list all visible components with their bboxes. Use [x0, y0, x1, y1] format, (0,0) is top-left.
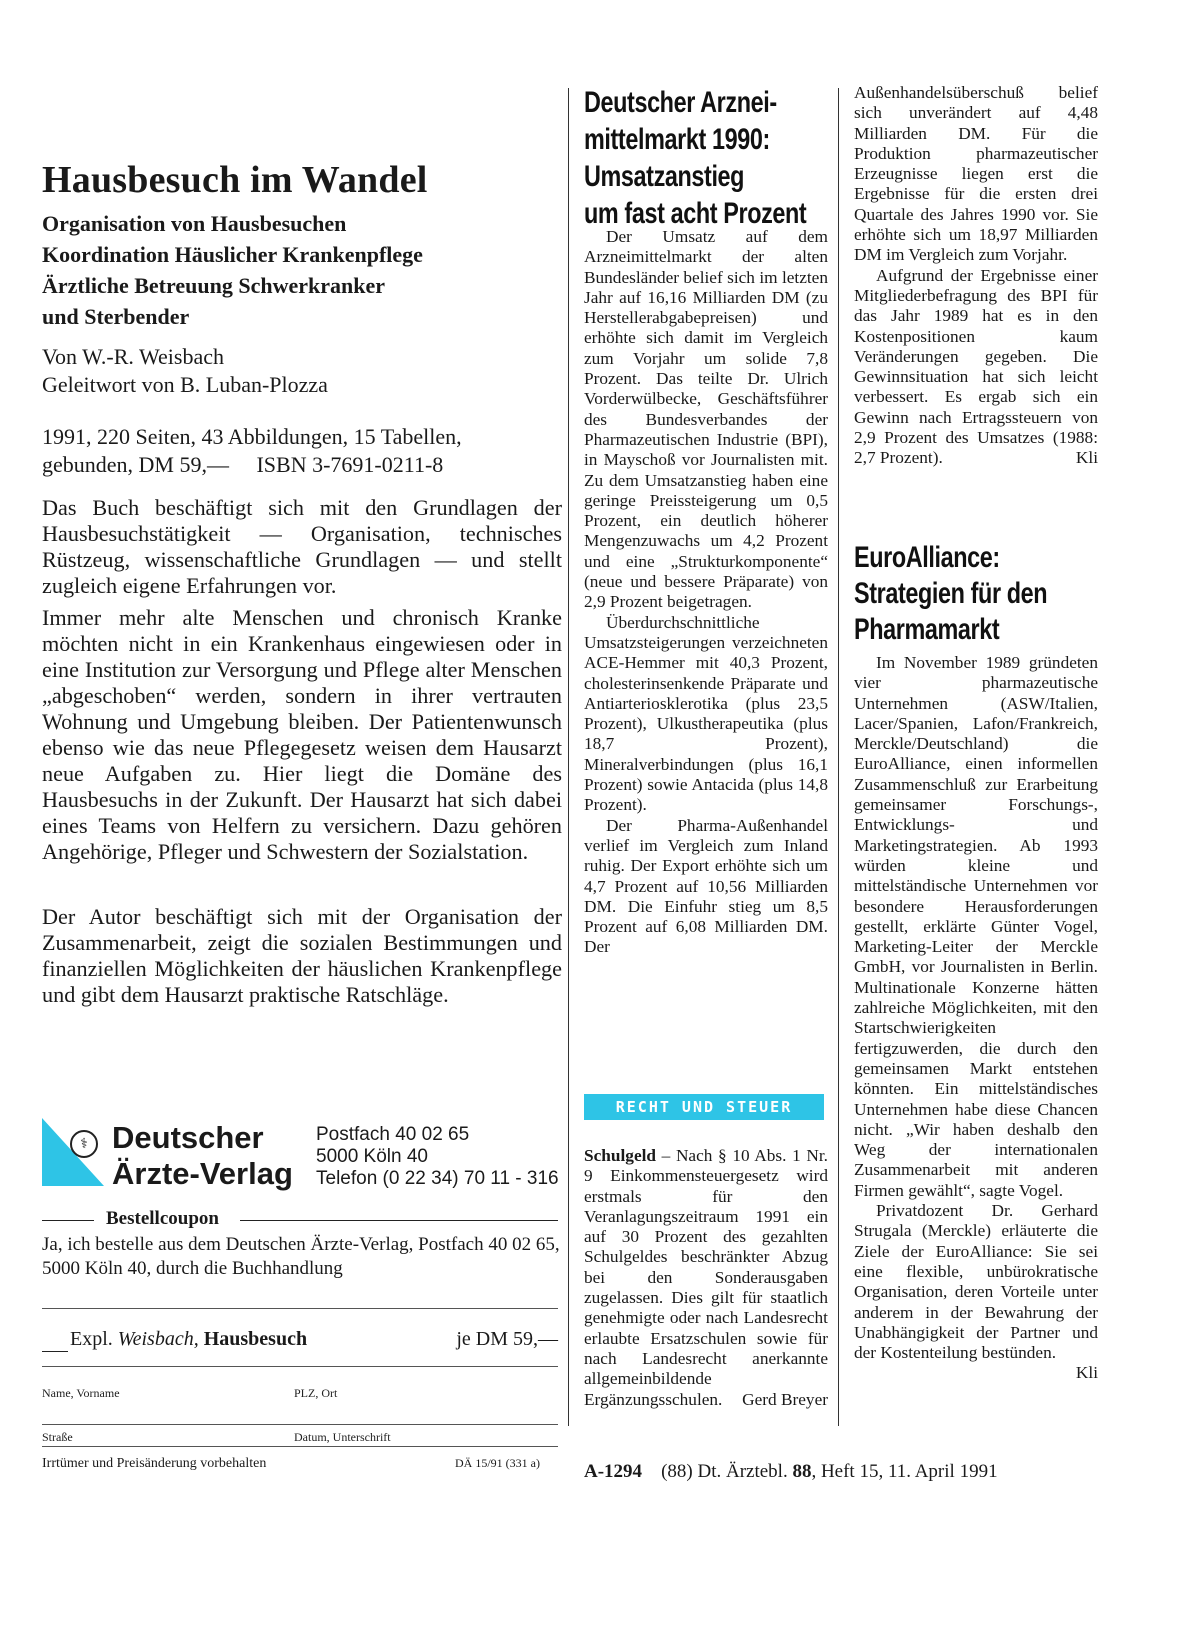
headline-line: Umsatzanstieg	[584, 160, 745, 193]
ad-subtitle: Organisation von Hausbesuchen	[42, 211, 347, 236]
article-lead: Schulgeld	[584, 1146, 657, 1165]
article-text: – Nach § 10 Abs. 1 Nr. 9 Einkommensteuergesetz wird erstmals für den Veranlagungszeitraum 1991 ein auf 30 Prozent des gezahlten Schulgeldes beschränkter Abzug bei den Sonderausgaben zugelassen. Dies gilt für staatlich genehmigte oder nach Landesrecht erlaubte Ersatzschulen sowie für nach Landesrecht anerkannte allgemeinbildende Ergänzungsschulen.	[584, 1146, 828, 1409]
issue-info: (88) Dt. Ärztebl.	[661, 1461, 788, 1482]
column-divider	[838, 88, 839, 1426]
address-line: Postfach 40 02 65	[316, 1124, 470, 1145]
coupon-footnote: Irrtümer und Preisänderung vorbehalten	[42, 1456, 267, 1471]
column-divider	[568, 88, 569, 1426]
volume-number: 88	[792, 1461, 812, 1482]
headline-line: EuroAlliance:	[854, 541, 1000, 574]
article-paragraph: Im November 1989 gründeten vier pharmazeutische Unternehmen (ASW/Italien, Lacer/Spanien, Lafon/Frankreich, Merckle/Deutschland) die EuroAlliance, einen informellen Zusammenschluß zur Erarbeitung gemeinsamer Forschungs-, Entwicklungs- und Marketingstrategien. Ab 1993 würden kleine und mittelständische Unternehmen vor besondere Herausforderungen gestellt, erklärte Günter Vogel, Marketing-Leiter der Merckle GmbH, vor Journalisten in Berlin. Multinationale Konzerne hätten zahlreiche Möglichkeiten, mit den Startschwierigkeiten fertigzuwerden, die durch den gemeinsamen Markt entstehen könnten. Ein mittelständisches Unternehmen habe diese Chancen nicht. „Wir haben deshalb den Weg der internationalen Zusammenarbeit mit anderen Firmen gewählt“, sagte Vogel.	[854, 653, 1098, 1200]
page-footer	[584, 1461, 998, 1483]
divider	[42, 1220, 94, 1221]
article-paragraph	[854, 1201, 1098, 1383]
order-author: Weisbach,	[117, 1328, 199, 1350]
address-line: 5000 Köln 40	[316, 1146, 428, 1167]
article-text: Aufgrund der Ergebnisse einer Mitgliederbefragung des BPI für das Jahr 1989 hat es in den Kostenpositionen kaum Veränderungen gegeben. Die Gewinnsituation hat sich leicht verbessert. Es ergab sich ein Gewinn nach Ertragssteuern von 2,9 Prozent des Umsatzes (1988: 2,7 Prozent).	[854, 265, 1098, 468]
article-text: Privatdozent Dr. Gerhard Strugala (Merckle) erläuterte die Ziele der EuroAlliance: Sie sei eine flexible, unbürokratische Organisation, deren Vorteile unter anderem in der Bewahrung der Unabhängigkeit der Partner und der Kostenteilung bestünden.	[854, 1201, 1098, 1363]
article-paragraph: Der Umsatz auf dem Arzneimittelmarkt der alten Bundesländer belief sich im letzten Jahr auf 16,16 Milliarden DM (zu Herstellerabgabepreisen) und erhöhte sich damit im Vergleich zum Vorjahr um solide 7,8 Prozent. Das teilte Dr. Ulrich Vorderwülbecke, Geschäftsführer des Bundesverbandes der Pharmazeutischen Industrie (BPI), in Mayschoß vor Journalisten mit. Zu dem Umsatzanstieg haben eine geringe Preissteigerung um 0,5 Prozent, ein deutlich höherer Mengenzuwachs um 4,2 Prozent und eine „Strukturkomponente“ (neue und bessere Präparate) von 2,9 Prozent beigetragen.	[584, 227, 828, 612]
ad-details-line: 1991, 220 Seiten, 43 Abbildungen, 15 Tabellen,	[42, 424, 462, 449]
name-field-line[interactable]	[42, 1366, 558, 1367]
ad-subtitle: Koordination Häuslicher Krankenpflege	[42, 242, 423, 267]
ad-author-block	[42, 343, 328, 399]
name-label: Name, Vorname	[42, 1386, 120, 1400]
plz-label: PLZ, Ort	[294, 1386, 338, 1400]
article-continuation	[854, 83, 1098, 469]
ad-details-line: gebunden, DM 59,— ISBN 3-7691-0211-8	[42, 452, 444, 477]
publisher-address	[316, 1124, 559, 1190]
article-paragraph: Überdurchschnittliche Umsatzsteigerungen verzeichneten ACE-Hemmer mit 40,3 Prozent, cholesterinsenkende Präparate und Antiarteriosklerotika (plus 23,5 Prozent), Ulkustherapeutika (plus 18,7 Prozent), Mineralverbindungen (plus 16,1 Prozent) sowie Antacida (plus 14,8 Prozent).	[584, 612, 828, 815]
article-signature: Gerd Breyer	[742, 1389, 828, 1409]
ad-title: Hausbesuch im Wandel	[42, 159, 428, 201]
article-paragraph: Der Pharma-Außenhandel verlief im Vergleich zum Inland ruhig. Der Export erhöhte sich um 4,7 Prozent auf 10,56 Milliarden DM. Die Einfuhr stieg um 8,5 Prozent auf 6,08 Milliarden DM. Der	[584, 815, 828, 957]
date-signature-label: Datum, Unterschrift	[294, 1430, 391, 1444]
page-number: A-1294	[584, 1461, 643, 1482]
street-field-line[interactable]	[42, 1424, 558, 1425]
headline-line: mittelmarkt 1990:	[584, 123, 770, 156]
article-signature: Kli	[1075, 448, 1098, 468]
order-row	[42, 1328, 558, 1352]
publisher-name	[112, 1120, 293, 1192]
ad-subtitle: und Sterbender	[42, 304, 190, 329]
ad-subtitle: Ärztliche Betreuung Schwerkranker	[42, 273, 385, 298]
issue-date: , Heft 15, 11. April 1991	[811, 1461, 998, 1482]
article-paragraph	[584, 1146, 828, 1410]
article-headline	[854, 540, 1111, 648]
article-signature: Kli	[1075, 1363, 1098, 1383]
quantity-field[interactable]	[42, 1328, 68, 1352]
headline-line: um fast acht Prozent	[584, 197, 807, 230]
headline-line: Deutscher Arznei-	[584, 86, 777, 119]
article-body	[584, 1146, 828, 1410]
ad-foreword: Geleitwort von B. Luban-Plozza	[42, 372, 328, 397]
ad-code: DÄ 15/91 (331 a)	[455, 1456, 540, 1470]
order-prefix: Expl.	[70, 1328, 113, 1350]
ad-paragraph: Der Autor beschäftigt sich mit der Organisation der Zusammenarbeit, zeigt die sozialen Bestimmungen und finanziellen Möglichkeiten der häuslichen Krankenpflege und gibt dem Hausarzt praktische Ratschläge.	[42, 904, 562, 1007]
section-label: RECHT UND STEUER	[584, 1094, 824, 1120]
ad-author: Von W.-R. Weisbach	[42, 344, 224, 369]
ad-details	[42, 423, 562, 479]
coupon-title: Bestellcoupon	[106, 1208, 219, 1229]
order-price: je DM 59,—	[456, 1328, 558, 1350]
article-paragraph: Außenhandelsüberschuß belief sich unverändert auf 4,48 Milliarden DM. Für die Produktion pharmazeutischer Erzeugnisse liegen erst die Ergebnisse für die ersten drei Quartale des Jahres 1990 vor. Sie erhöhte sich um 18,97 Milliarden DM im Vergleich zum Vorjahr.	[854, 83, 1098, 265]
article-headline	[584, 84, 841, 232]
article-body	[854, 653, 1098, 1384]
divider	[240, 1220, 558, 1221]
ad-paragraph: Immer mehr alte Menschen und chronisch Kranke möchten nicht in ein Krankenhaus eingewiesen oder in eine Institution zur Versorgung und Pflege alter Menschen „abgeschoben“ werden, sondern in ihrer vertrauten Wohnung und Umgebung bleiben. Der Patientenwunsch ebenso wie das neue Pflegegesetz weisen dem Hausarzt neue Aufgaben zu. Hier liegt die Domäne des Hausbesuchs in der Zukunft. Der Hausarzt hat sich dabei eines Teams von Helfern zu versichern. Dazu gehören Angehörige, Pfleger und Schwestern der Sozialstation.	[42, 605, 562, 864]
headline-line: Strategien für den	[854, 577, 1048, 610]
order-title: Hausbesuch	[203, 1328, 308, 1350]
publisher-name-line: Deutscher	[112, 1120, 264, 1155]
ad-paragraph: Das Buch beschäftigt sich mit den Grundlagen der Hausbesuchstätigkeit — Organisation, technisches Rüstzeug, wissenschaftliche Grundlagen — und stellt zugleich eigene Erfahrungen vor.	[42, 495, 562, 598]
caduceus-icon: ⚕	[70, 1130, 98, 1158]
headline-line: Pharmamarkt	[854, 613, 1000, 646]
street-label: Straße	[42, 1430, 73, 1444]
divider	[42, 1446, 558, 1447]
ad-subtitles	[42, 208, 542, 332]
publisher-name-line: Ärzte-Verlag	[112, 1156, 293, 1191]
coupon-text: Ja, ich bestelle aus dem Deutschen Ärzte-Verlag, Postfach 40 02 65, 5000 Köln 40, durch die Buchhandlung	[42, 1234, 560, 1279]
address-line: Telefon (0 22 34) 70 11 - 316	[316, 1168, 559, 1189]
article-body	[584, 227, 828, 958]
article-paragraph	[854, 266, 1098, 469]
coupon-write-line[interactable]	[42, 1308, 558, 1309]
